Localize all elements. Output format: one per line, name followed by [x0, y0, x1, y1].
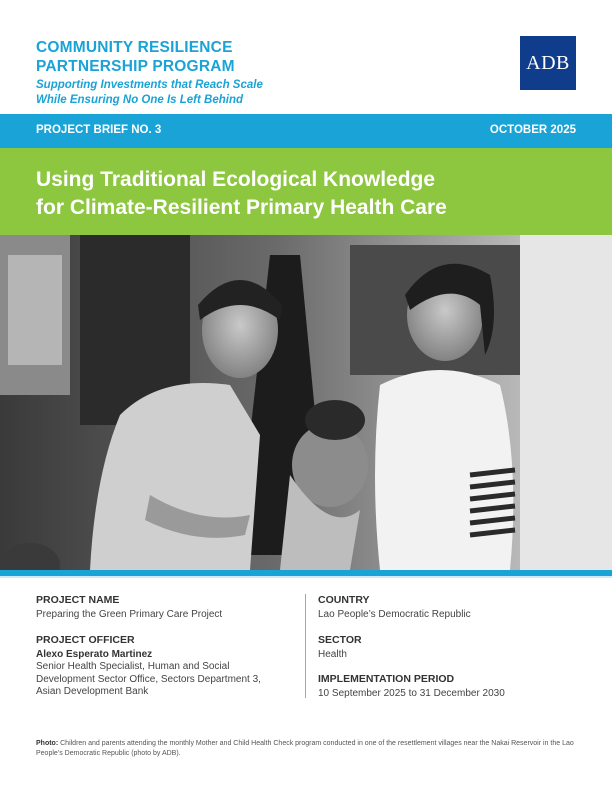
photo-caption-text: Children and parents attending the monthly Mother and Child Health Check program conducted in one of the resettlement villages near the Nakai Reservoir in the Lao People’s Democratic Republic (photo by ADB). — [36, 740, 574, 757]
photo-border-light — [0, 576, 612, 578]
cover-photo — [0, 235, 612, 570]
project-officer-name: Alexo Esperato Martinez — [36, 648, 153, 660]
title-line1: Using Traditional Ecological Knowledge — [36, 168, 436, 191]
country-label: COUNTRY — [318, 594, 370, 606]
implementation-period-label: IMPLEMENTATION PERIOD — [318, 673, 455, 685]
project-brief-number: PROJECT BRIEF NO. 3 — [36, 124, 162, 136]
details-left-column — [36, 594, 298, 699]
title-line2: for Climate-Resilient Primary Health Care — [36, 196, 447, 219]
cover-photo-illustration — [0, 235, 612, 570]
implementation-period-value: 10 September 2025 to 31 December 2030 — [318, 688, 505, 699]
publication-date: OCTOBER 2025 — [489, 124, 576, 136]
program-title-line2: PARTNERSHIP PROGRAM — [36, 58, 235, 75]
photo-caption-label: Photo: — [36, 740, 59, 747]
project-officer-label: PROJECT OFFICER — [36, 633, 135, 646]
officer-title-line3: Asian Development Bank — [36, 686, 149, 697]
country-value: Lao People’s Democratic Republic — [318, 609, 471, 620]
project-name-label: PROJECT NAME — [36, 594, 120, 606]
tagline-line2: While Ensuring No One Is Left Behind — [36, 94, 244, 106]
title-banner — [0, 148, 612, 235]
program-title — [36, 38, 476, 76]
document-title — [36, 166, 576, 222]
officer-title-line2: Development Sector Office, Sectors Department 3, — [36, 673, 261, 685]
project-name-value: Preparing the Green Primary Care Project — [36, 609, 223, 620]
photo-caption — [36, 739, 576, 759]
sector-label: SECTOR — [318, 633, 362, 646]
details-divider — [305, 594, 306, 698]
officer-title-line1: Senior Health Specialist, Human and Social — [36, 661, 230, 672]
program-header — [36, 38, 476, 108]
program-tagline — [36, 78, 476, 108]
details-right-column — [318, 594, 576, 701]
project-officer-title — [36, 661, 298, 699]
tagline-line1: Supporting Investments that Reach Scale — [36, 79, 263, 91]
sector-value: Health — [318, 648, 347, 660]
program-title-line1: COMMUNITY RESILIENCE — [36, 39, 233, 56]
project-brief-bar — [0, 114, 612, 148]
adb-logo: ADB — [520, 36, 576, 90]
